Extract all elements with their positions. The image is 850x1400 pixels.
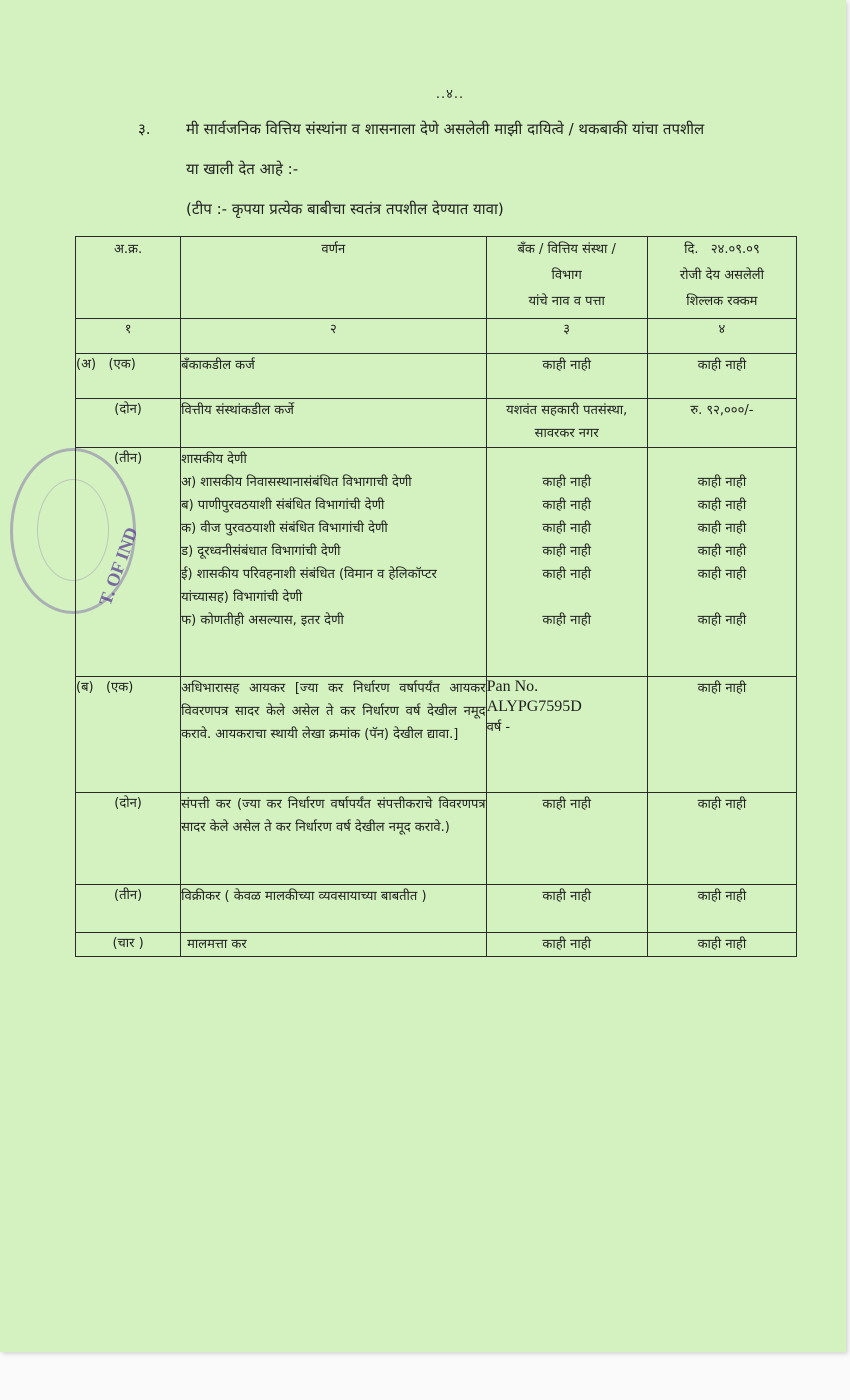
header-bank [486,237,647,319]
header-bank-line3: यांचे नाव व पत्ता [528,294,605,309]
table-row [76,677,797,793]
row-b1-amount: काही नाही [647,677,796,793]
row-a3-amount-value: काही नाही [697,475,747,490]
row-a3-bank-value: काही नाही [542,521,591,536]
row-a3-bank-value: काही नाही [542,544,591,559]
row-b1-description: अधिभारासह आयकर [ज्या कर निर्धारण वर्षापर्यंत आयकर विवरणपत्र सादर केले असेल ते कर निर्धारण वर्ष देखील नमूद करावे. आयकराचा स्थायी लेखा क्रमांक (पॅन) देखील द्यावा.] [181,677,486,793]
header-amount-line2: रोजी देय असलेली [679,268,764,283]
row-a3-amount-value: काही नाही [697,567,747,582]
row-a3-description [181,448,486,677]
row-a3-bank-value: काही नाही [542,613,591,628]
row-a2-bank [486,399,647,448]
row-b2-description: संपत्ती कर (ज्या कर निर्धारण वर्षापर्यंत संपत्तीकराचे विवरणपत्र सादर केले असेल ते कर निर्धारण वर्ष देखील नमूद करावे.) [181,793,486,885]
col-number-3: ३ [486,319,647,354]
table-row [76,354,797,399]
row-b1-pan [486,677,647,793]
page-number: ..४.. [435,87,465,102]
row-a1-description: बँकाकडील कर्ज [181,354,486,399]
row-a3-amount-value: काही नाही [697,613,747,628]
table-row [76,793,797,885]
header-description: वर्णन [181,237,486,319]
row-a3-bank [486,448,647,677]
row-b4-sr: (चार ) [76,933,181,957]
row-a3-item: यांच्यासह) विभागांची देणी [181,590,303,605]
row-a3-item: ड) दूरध्वनीसंबंधात विभागांची देणी [181,544,341,559]
row-b1-pan-number: ALYPG7595D [486,698,582,715]
row-a2-bank-line1: यशवंत सहकारी पतसंस्था, [506,403,628,418]
row-b1-year: वर्ष - [486,720,511,735]
table-header-row [76,237,797,319]
header-bank-line2: विभाग [551,268,582,283]
section-note: (टीप :- कृपया प्रत्येक बाबीचा स्वतंत्र तपशील देण्यात यावा) [186,200,504,218]
col-number-1: १ [76,319,181,354]
section-number: ३. [138,120,151,138]
section-heading-line1: मी सार्वजनिक वित्तिय संस्थांना व शासनाला देणे असलेली माझी दायित्वे / थकबाकी यांचा तपशील [186,120,705,138]
row-b4-bank: काही नाही [486,933,647,957]
col-number-2: २ [181,319,486,354]
row-a3-amount [647,448,796,677]
column-number-row [76,319,797,354]
row-b1-pan-label: Pan No. [486,678,539,695]
row-b1-sr: (ब) (एक) [76,677,181,793]
col-number-4: ४ [647,319,796,354]
header-amount [647,237,796,319]
row-a3-amount-value: काही नाही [697,521,747,536]
row-a3-bank-value: काही नाही [542,498,591,513]
header-amount-line3: शिल्लक रक्कम [686,294,758,309]
row-b3-sr: (तीन) [76,885,181,933]
row-a3-item: क) वीज पुरवठयाशी संबंधित विभागांची देणी [181,521,388,536]
row-b3-amount: काही नाही [647,885,796,933]
row-b4-description: मालमत्ता कर [181,933,486,957]
section-heading-line2: या खाली देत आहे :- [186,160,299,178]
row-a1-bank: काही नाही [486,354,647,399]
row-a1-amount: काही नाही [647,354,796,399]
row-a3-item: ई) शासकीय परिवहनाशी संबंधित (विमान व हेलिकॉप्टर [181,567,437,582]
header-amount-line1: दि. २४.०९.०९ [684,242,760,257]
row-a2-bank-line2: सावरकर नगर [534,426,599,441]
row-a3-item: फ) कोणतीही असल्यास, इतर देणी [181,613,344,628]
row-a3-item: अ) शासकीय निवासस्थानासंबंधित विभागाची देणी [181,475,412,490]
row-a3-sr: (तीन) [76,448,181,677]
row-a3-title: शासकीय देणी [181,452,247,467]
row-b3-bank: काही नाही [486,885,647,933]
header-sr: अ.क्र. [76,237,181,319]
table-row [76,885,797,933]
row-a3-bank-value: काही नाही [542,475,591,490]
row-a2-amount: रु. ९२,०००/- [647,399,796,448]
row-b4-amount: काही नाही [647,933,796,957]
office-seal-text: T. OF IND [94,524,142,609]
row-a3-item: ब) पाणीपुरवठयाशी संबंधित विभागांची देणी [181,498,385,513]
row-b2-amount: काही नाही [647,793,796,885]
row-a1-sr: (अ) (एक) [76,354,181,399]
liabilities-table [75,236,797,957]
row-a3-bank-value: काही नाही [542,567,591,582]
row-b3-description: विक्रीकर ( केवळ मालकीच्या व्यवसायाच्या बाबतीत ) [181,885,486,933]
header-bank-line1: बँक / वित्तिय संस्था / [517,242,616,257]
row-a2-description: वित्तीय संस्थांकडील कर्जे [181,399,486,448]
table-row [76,448,797,677]
row-a2-sr: (दोन) [76,399,181,448]
row-a3-amount-value: काही नाही [697,498,747,513]
table-row [76,399,797,448]
row-b2-sr: (दोन) [76,793,181,885]
row-a3-amount-value: काही नाही [697,544,747,559]
row-b2-bank: काही नाही [486,793,647,885]
table-row [76,933,797,957]
